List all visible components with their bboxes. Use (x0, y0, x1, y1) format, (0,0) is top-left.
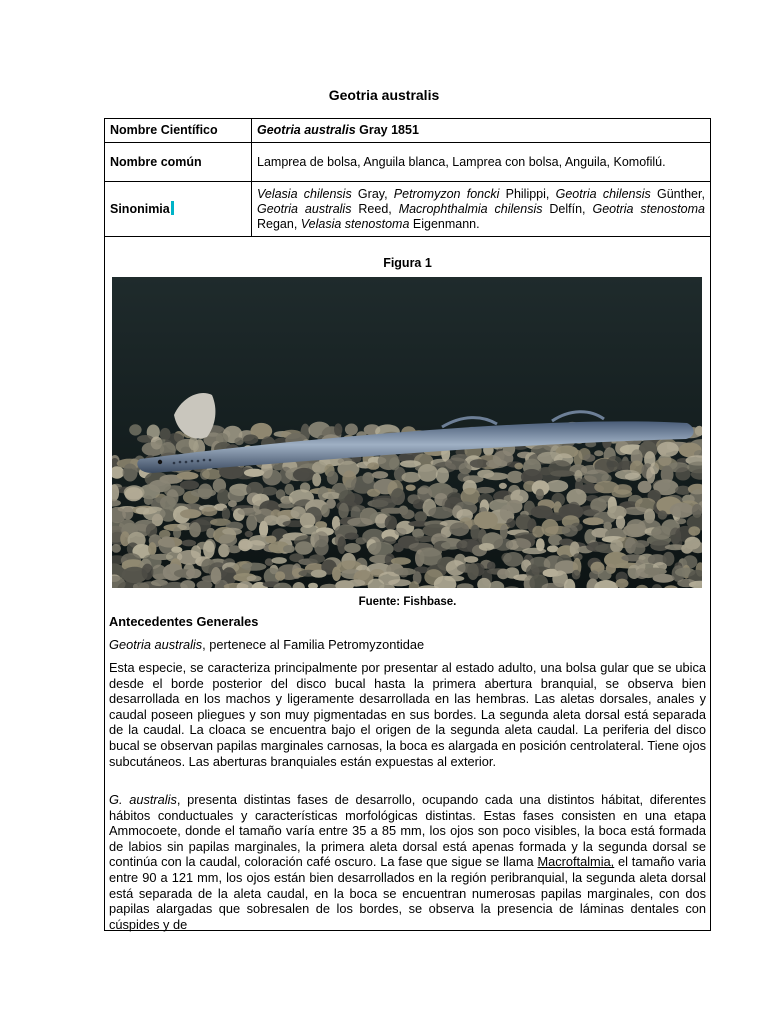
text-cursor (171, 201, 174, 215)
synonym-italic: Geotria stenostoma (592, 201, 706, 216)
synonym-author: Günther, (650, 186, 705, 201)
paragraph-family (109, 637, 706, 653)
synonym-italic: Petromyzon foncki (393, 186, 500, 201)
development-text-a: , presenta distintas fases de desarrollo, ocupando cada una distintos hábitat, diferentes hábitos conductuales y características morfológicas distintas. Estas fases consisten en una etapa Ammocoete, donde el tamaño varía entre 35 a 85 mm, los ojos son poco visibles, la boca está formada de labios sin papilas marginales, la primera aleta dorsal está apenas formada y la segunda dorsal se continúa con la caudal, coloración café oscuro. La fase que sigue se llama (109, 792, 706, 870)
synonym-italic: Geotria australis (257, 201, 352, 216)
scientific-name-value (252, 119, 711, 143)
synonym-author: Eigenmann. (409, 216, 480, 231)
synonym-author: Regan, (257, 216, 301, 231)
table-row-common-name (105, 143, 711, 182)
figure-title: Figura 1 (383, 256, 432, 270)
synonymy-value (252, 182, 711, 237)
table-row-scientific-name (105, 119, 711, 143)
synonym-italic: Geotria chilensis (555, 186, 651, 201)
synonym-italic: Macrophthalmia chilensis (398, 201, 543, 216)
figure-source: Fuente: Fishbase. (358, 596, 457, 608)
synonym-italic: Velasia stenostoma (300, 216, 410, 231)
species-abbrev-italic: G. australis (109, 792, 177, 807)
paragraph-description: Esta especie, se caracteriza principalmente por presentar al estado adulto, una bolsa gular que se ubica desde el borde posterior del disco bucal hasta la primera abertura branquial, se observa bien desarrollada en los machos y ligeramente desarrollada en las hembras. Las aletas dorsales, anales y caudal poseen pliegues y son muy pigmentadas en sus bordes. La segunda aleta dorsal está separada de la caudal. La cloaca se encuentra bajo el origen de la segunda aleta caudal. La periferia del disco bucal se observan papilas marginales carnosas, la boca es alargada en posición centrolateral. Tiene ojos subcutáneos. Las aberturas branquiales están expuestas al exterior. (109, 660, 706, 769)
scientific-name-label: Nombre Científico (105, 119, 252, 143)
paragraph-development (109, 792, 706, 932)
scientific-name-italic: Geotria australis (257, 123, 356, 137)
synonym-author: Delfín, (542, 201, 593, 216)
synonymy-label: Sinonimia (110, 202, 170, 216)
synonym-author: Reed, (351, 201, 399, 216)
scientific-name-author: Gray 1851 (355, 123, 419, 137)
section-heading: Antecedentes Generales (109, 614, 259, 629)
lamprey-photo-graphic (112, 277, 702, 588)
lamprey-photo (112, 277, 702, 588)
common-name-label: Nombre común (105, 143, 252, 182)
macroftalmia-term: Macroftalmia, (537, 854, 615, 870)
development-text-b: el tamaño varia entre 90 a 121 mm, los ojos están bien desarrollados en la región peribranquial, la segunda aleta dorsal está separada de la aleta caudal, en la boca se encuentran numerosas papilas marginales, con dos papilas alargadas que sobresalen de los bordes, se observa la presencia de láminas dentales con cúspides y de (109, 854, 706, 932)
synonym-author: Philippi, (499, 186, 556, 201)
synonymy-label-cell (105, 182, 252, 237)
species-italic: Geotria australis (109, 637, 203, 652)
common-name-value: Lamprea de bolsa, Anguila blanca, Lamprea con bolsa, Anguila, Komofilú. (252, 143, 711, 182)
synonym-author: Gray, (351, 186, 394, 201)
page-title: Geotria australis (328, 87, 440, 103)
synonym-italic: Velasia chilensis (257, 186, 352, 201)
family-text: , pertenece al Familia Petromyzontidae (202, 637, 425, 652)
species-info-table (104, 118, 711, 237)
table-row-synonymy (105, 182, 711, 237)
